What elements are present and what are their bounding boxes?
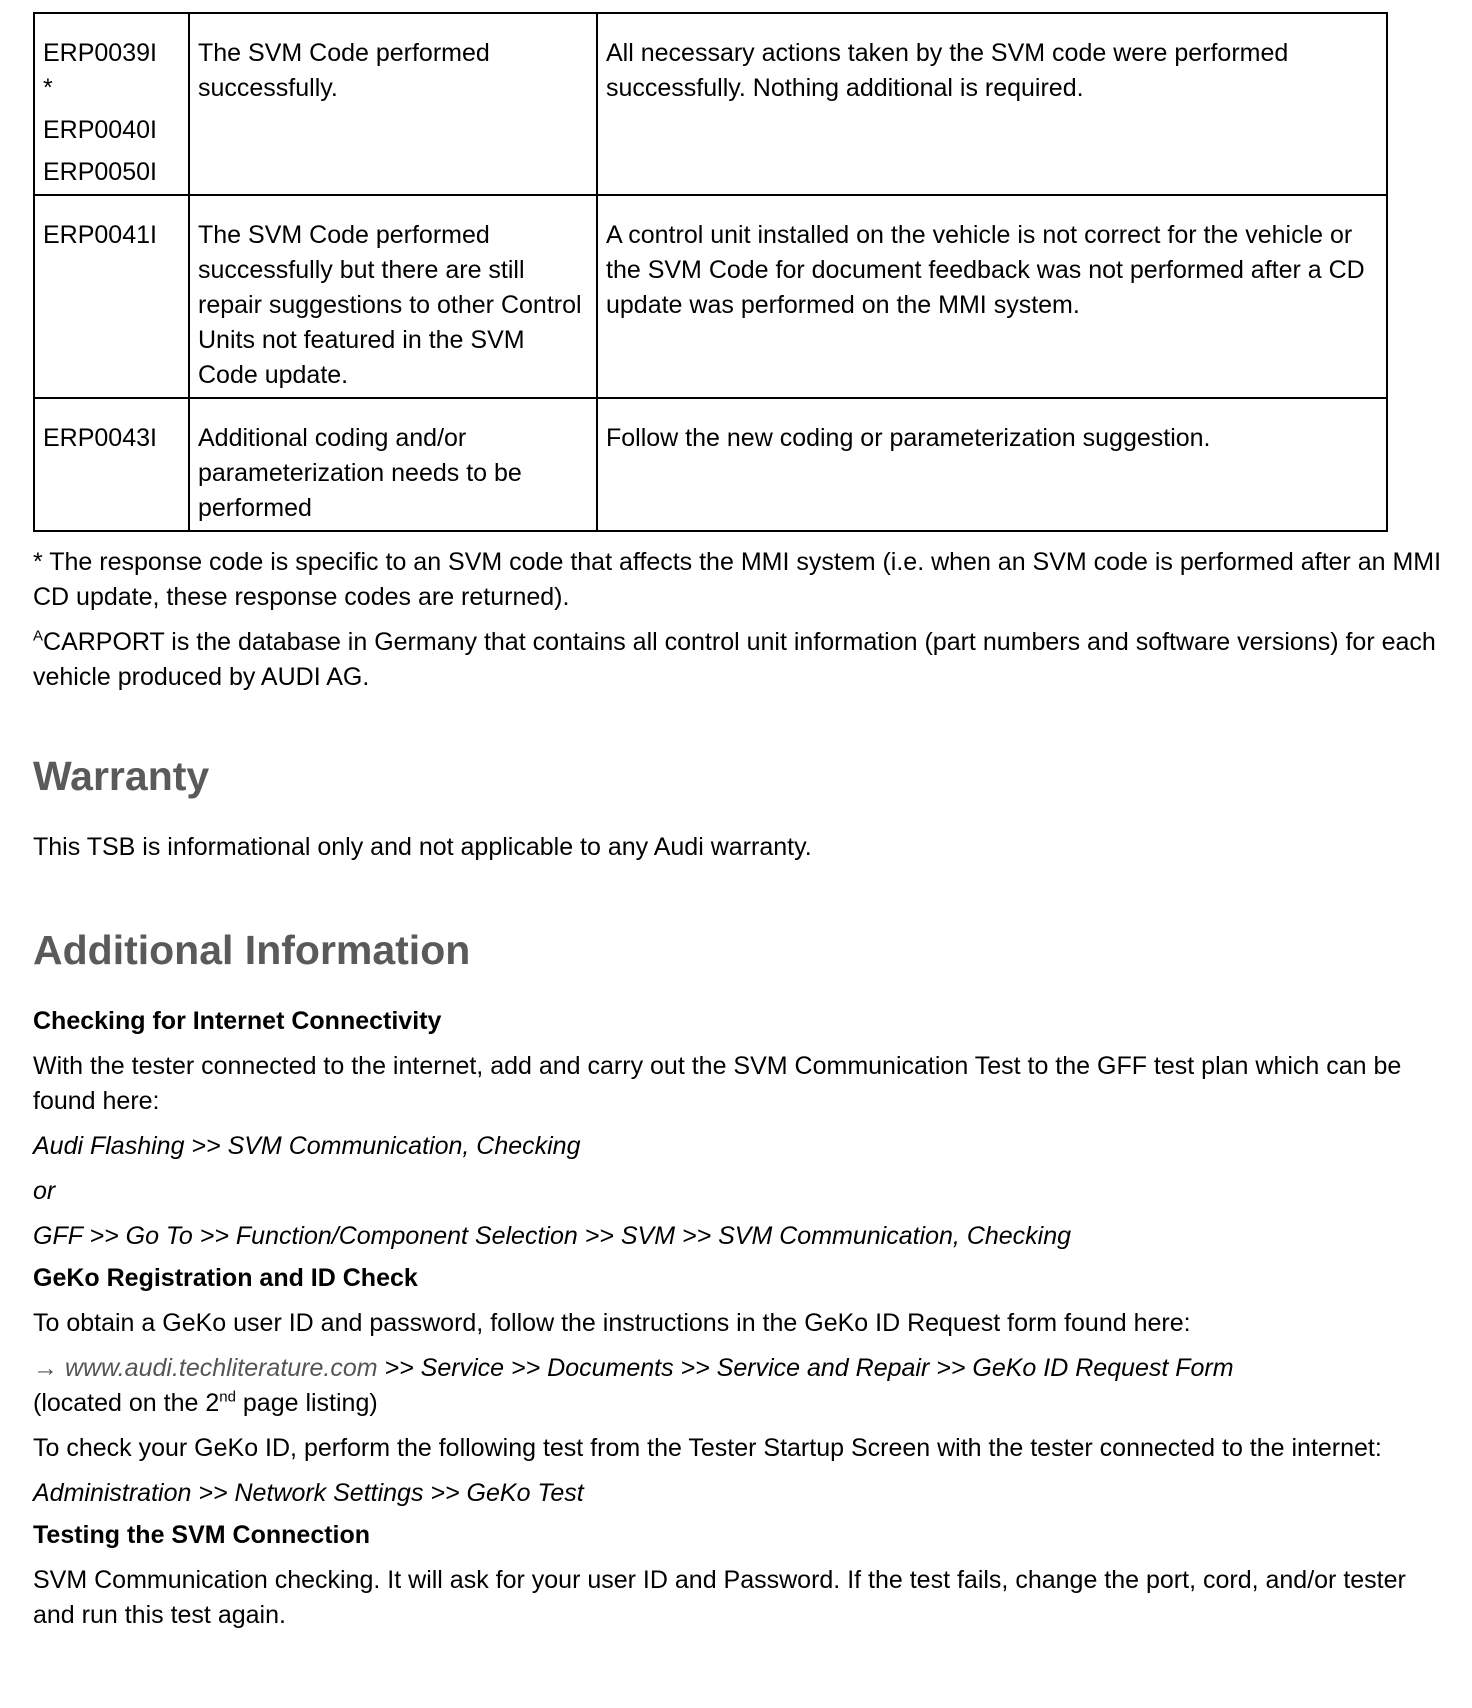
table-row (34, 195, 1387, 398)
svm-text: SVM Communication checking. It will ask for your user ID and Password. If the test fails, change the port, cord, and/or tester and run this test again. (33, 1566, 1406, 1629)
arrow-right-icon: → (33, 1354, 58, 1382)
warranty-heading: Warranty (33, 753, 210, 799)
geko-link-line (33, 1351, 1443, 1421)
connectivity-subheading: Checking for Internet Connectivity (33, 1007, 442, 1035)
action-cell: A control unit installed on the vehicle is not correct for the vehicle or the SVM Code for document feedback was not performed after a CD update was performed on the MMI system. (597, 195, 1387, 398)
additional-info-heading: Additional Information (33, 927, 471, 973)
geko-test-path: Administration >> Network Settings >> GeKo Test (33, 1479, 584, 1507)
code-cell: ERP0043I (34, 398, 189, 531)
response-code: ERP0050I (43, 158, 157, 186)
action-cell: Follow the new coding or parameterization suggestion. (597, 398, 1387, 531)
gff-path: GFF >> Go To >> Function/Component Selection >> SVM >> SVM Communication, Checking (33, 1222, 1072, 1250)
meaning-cell: The SVM Code performed successfully. (189, 13, 597, 195)
carport-footnote (33, 625, 1443, 695)
action-cell: All necessary actions taken by the SVM code were performed successfully. Nothing additional is required. (597, 13, 1387, 195)
meaning-cell: Additional coding and/or parameterization needs to be performed (189, 398, 597, 531)
response-code-table (33, 12, 1388, 532)
ordinal-suffix: nd (219, 1388, 236, 1406)
document-page (33, 12, 1443, 1633)
located-text: (located on the 2 (33, 1389, 220, 1417)
geko-form-path: >> Service >> Documents >> Service and Repair >> GeKo ID Request Form (377, 1354, 1234, 1382)
located-text-end: page listing) (235, 1389, 378, 1417)
geko-text: To obtain a GeKo user ID and password, follow the instructions in the GeKo ID Request form found here: (33, 1309, 1191, 1337)
geko-subheading: GeKo Registration and ID Check (33, 1264, 418, 1292)
flashing-path: Audi Flashing >> SVM Communication, Checking (33, 1132, 581, 1160)
table-row (34, 398, 1387, 531)
or-text: or (33, 1177, 56, 1205)
code-cell (34, 13, 189, 195)
footnote-marker: A (33, 627, 44, 645)
svm-subheading: Testing the SVM Connection (33, 1521, 371, 1549)
footnote-text: CARPORT is the database in Germany that contains all control unit information (part numbers and software versions) for each vehicle produced by AUDI AG. (33, 628, 1436, 691)
response-code: ERP0039I (43, 39, 157, 67)
geko-check-text: To check your GeKo ID, perform the following test from the Tester Startup Screen with the tester connected to the internet: (33, 1434, 1382, 1462)
asterisk-marker: * (43, 74, 53, 102)
asterisk-footnote: * The response code is specific to an SVM code that affects the MMI system (i.e. when an SVM code is performed after an MMI CD update, these response codes are returned). (33, 548, 1442, 611)
meaning-cell: The SVM Code performed successfully but there are still repair suggestions to other Control Units not featured in the SVM Code update. (189, 195, 597, 398)
warranty-text: This TSB is informational only and not applicable to any Audi warranty. (33, 833, 812, 861)
response-code: ERP0040I (43, 116, 157, 144)
code-cell: ERP0041I (34, 195, 189, 398)
techliterature-link[interactable]: www.audi.techliterature.com (64, 1354, 378, 1382)
connectivity-text: With the tester connected to the internet, add and carry out the SVM Communication Test to the GFF test plan which can be found here: (33, 1052, 1402, 1115)
table-row (34, 13, 1387, 195)
